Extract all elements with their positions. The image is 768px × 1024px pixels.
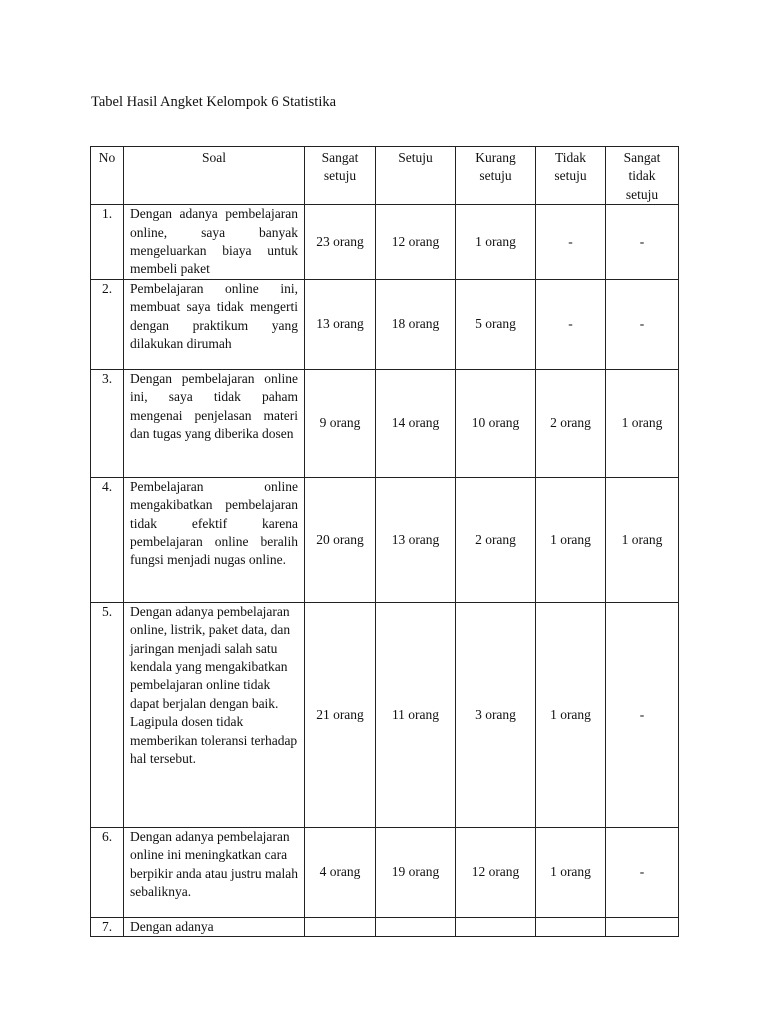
header-sangat-tidak-setuju [606, 147, 679, 205]
question-text: Pembelajaran online mengakibatkan pembelajaran tidak efektif karena pembelajaran online beralih fungsi menjadi nugas online. [124, 477, 305, 602]
value-kurang-setuju: 1 orang [456, 205, 536, 280]
document-title: Tabel Hasil Angket Kelompok 6 Statistika [91, 94, 337, 110]
header-line: setuju [625, 186, 659, 202]
value-sangat-setuju: 23 orang [305, 205, 376, 280]
row-number: 2. [91, 279, 124, 369]
value-kurang-setuju: 10 orang [456, 369, 536, 477]
row-number: 4. [91, 477, 124, 602]
table-row [91, 369, 679, 477]
value-sangat-tidak-setuju: - [606, 279, 679, 369]
header-soal: Soal [124, 147, 305, 205]
value-sangat-tidak-setuju: 1 orang [606, 477, 679, 602]
table-row [91, 205, 679, 280]
value-sangat-tidak-setuju: 1 orang [606, 369, 679, 477]
header-tidak-setuju [536, 147, 606, 205]
row-number: 5. [91, 602, 124, 827]
value-tidak-setuju: - [536, 205, 606, 280]
question-text: Dengan pembelajaran online ini, saya tidak paham mengenai penjelasan materi dan tugas yang diberika dosen [124, 369, 305, 477]
value-sangat-tidak-setuju: - [606, 602, 679, 827]
header-kurang-setuju [456, 147, 536, 205]
value-setuju: 11 orang [376, 602, 456, 827]
value-setuju [376, 917, 456, 936]
value-kurang-setuju: 12 orang [456, 827, 536, 917]
value-sangat-tidak-setuju: - [606, 827, 679, 917]
value-sangat-tidak-setuju [606, 917, 679, 936]
table-row [91, 602, 679, 827]
question-text: Dengan adanya pembelajaran online ini meningkatkan cara berpikir anda atau justru malah sebaliknya. [124, 827, 305, 917]
value-kurang-setuju: 2 orang [456, 477, 536, 602]
table-row [91, 917, 679, 936]
header-line: Sangat [321, 150, 359, 165]
value-sangat-setuju: 21 orang [305, 602, 376, 827]
table-row [91, 827, 679, 917]
value-setuju: 14 orang [376, 369, 456, 477]
table-row [91, 477, 679, 602]
value-setuju: 13 orang [376, 477, 456, 602]
value-tidak-setuju: 2 orang [536, 369, 606, 477]
value-sangat-setuju: 4 orang [305, 827, 376, 917]
question-text: Dengan adanya pembelajaran online, listrik, paket data, dan jaringan menjadi salah satu kendala yang mengakibatkan pembelajaran online tidak dapat berjalan dengan baik. Lagipula dosen tidak memberikan toleransi terhadap hal tersebut. [124, 602, 305, 827]
value-sangat-tidak-setuju: - [606, 205, 679, 280]
header-line: Tidak [554, 150, 586, 165]
value-setuju: 12 orang [376, 205, 456, 280]
value-sangat-setuju: 20 orang [305, 477, 376, 602]
header-line: setuju [323, 168, 357, 184]
survey-results-table [90, 146, 679, 937]
table-row [91, 279, 679, 369]
row-number: 3. [91, 369, 124, 477]
row-number: 7. [91, 917, 124, 936]
header-sangat-setuju [305, 147, 376, 205]
question-text: Dengan adanya [124, 917, 305, 936]
header-line: Kurang [475, 150, 516, 165]
value-tidak-setuju: - [536, 279, 606, 369]
header-line: Sangat [623, 150, 661, 165]
value-kurang-setuju: 5 orang [456, 279, 536, 369]
row-number: 6. [91, 827, 124, 917]
question-text: Dengan adanya pembelajaran online, saya banyak mengeluarkan biaya untuk membeli paket [124, 205, 305, 280]
value-sangat-setuju: 9 orang [305, 369, 376, 477]
value-kurang-setuju [456, 917, 536, 936]
value-sangat-setuju: 13 orang [305, 279, 376, 369]
value-setuju: 18 orang [376, 279, 456, 369]
question-text: Pembelajaran online ini, membuat saya tidak mengerti dengan praktikum yang dilakukan dirumah [124, 279, 305, 369]
value-tidak-setuju: 1 orang [536, 477, 606, 602]
header-line: tidak [628, 168, 656, 184]
value-kurang-setuju: 3 orang [456, 602, 536, 827]
header-line: setuju [554, 168, 587, 184]
header-setuju: Setuju [376, 147, 456, 205]
value-tidak-setuju: 1 orang [536, 827, 606, 917]
table-header-row [91, 147, 679, 205]
value-tidak-setuju [536, 917, 606, 936]
header-line: setuju [479, 168, 512, 184]
row-number: 1. [91, 205, 124, 280]
value-tidak-setuju: 1 orang [536, 602, 606, 827]
value-sangat-setuju [305, 917, 376, 936]
header-no: No [91, 147, 124, 205]
value-setuju: 19 orang [376, 827, 456, 917]
